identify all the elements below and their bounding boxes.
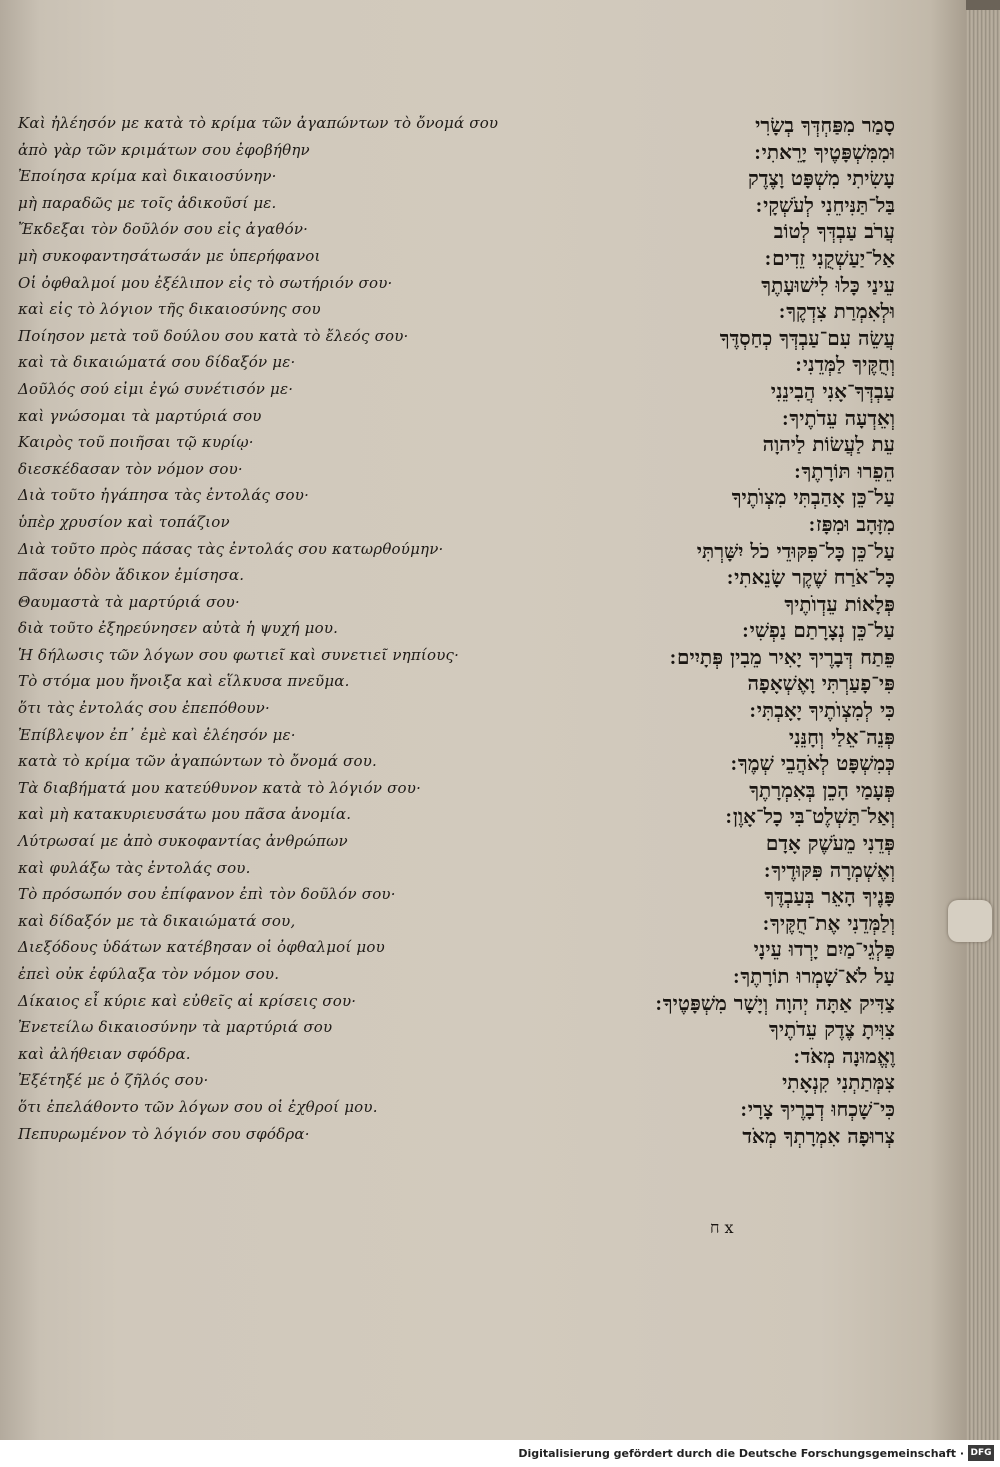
greek-text-line: Ποίησον μετὰ τοῦ δούλου σου κατὰ τὸ ἔλεός σου·: [18, 326, 409, 345]
hebrew-text-line: כְּמִשְׁפָּט לְאֹהֲבֵי שְׁמֶךָ ׃: [730, 751, 895, 776]
dfg-logo-icon: DFG: [968, 1445, 994, 1461]
greek-text-line: καὶ φυλάξω τὰς ἐντολάς σου.: [18, 858, 251, 877]
greek-text-line: Θαυμαστὰ τὰ μαρτύριά σου·: [18, 592, 240, 611]
hebrew-text-line: צְרוּפָה אִמְרָתְךָ מְאֹד: [742, 1123, 895, 1148]
hebrew-text-line: מִזָּהָב וּמִפָּז ׃: [809, 511, 895, 536]
greek-text-line: Τὸ πρόσωπόν σου ἐπίφανον ἐπὶ τὸν δοῦλόν σου·: [18, 885, 396, 904]
hebrew-text-line: וּמִמִּשְׁפָּטֶיךָ יָרֵאתִי ׃: [754, 139, 895, 164]
greek-text-line: ὑπὲρ χρυσίον καὶ τοπάζιον: [18, 512, 230, 531]
greek-text-line: Τὰ διαβήματά μου κατεύθυνον κατὰ τὸ λόγιόν σου·: [18, 778, 422, 797]
hebrew-text-line: עַבְדְּךָ־אָנִי הֲבִינֵנִי: [770, 378, 895, 403]
greek-text-line: Ἐνετείλω δικαιοσύνην τὰ μαρτύριά σου: [18, 1018, 333, 1037]
greek-text-line: Διεξόδους ὑδάτων κατέβησαν οἱ ὀφθαλμοί μου: [18, 938, 385, 957]
funding-credit: Digitalisierung gefördert durch die Deutsche Forschungsgemeinschaft ·: [518, 1447, 964, 1460]
hebrew-text-line: עַל־כֵּן נְצָרָתַם נַפְשִׁי ׃: [742, 618, 895, 643]
greek-text-line: Ἡ δήλωσις τῶν λόγων σου φωτιεῖ καὶ συνετιεῖ νηπίους·: [18, 645, 460, 664]
hebrew-text-line: וְאֵדְעָה עֵדֹתֶיךָ ׃: [782, 405, 895, 430]
greek-text-line: καὶ ἀλήθειαν σφόδρα.: [18, 1044, 191, 1063]
greek-text-line: κατὰ τὸ κρίμα τῶν ἀγαπώντων τὸ ὄνομά σου.: [18, 752, 377, 771]
footer-bar: [0, 1440, 1000, 1467]
hebrew-text-line: פֵּתַח דְּבָרֶיךָ יָאִיר מֵבִין פְּתָיִים ׃: [670, 644, 895, 669]
hebrew-text-column: [535, 112, 895, 1149]
greek-text-line: διὰ τοῦτο ἐξηρεύνησεν αὐτὰ ἡ ψυχή μου.: [18, 619, 339, 638]
hebrew-text-line: צִמְּתַתְנִי קִנְאָתִי: [782, 1070, 895, 1095]
greek-text-line: καὶ δίδαξόν με τὰ δικαιώματά σου,: [18, 911, 296, 930]
greek-text-line: καὶ μὴ κατακυριευσάτω μου πᾶσα ἀνομία.: [18, 805, 352, 824]
greek-text-line: καὶ τὰ δικαιώματά σου δίδαξόν με·: [18, 353, 296, 372]
hebrew-text-line: פְּלָאוֹת עֵדְוֺתֶיךָ: [784, 591, 895, 616]
hebrew-text-line: וְחֻקֶּיךָ לַמְּדֵנִי ׃: [795, 352, 895, 377]
greek-text-line: Ἐποίησα κρίμα καὶ δικαιοσύνην·: [18, 167, 277, 186]
greek-text-column: [18, 110, 499, 1147]
hebrew-text-line: כִּי־שָׁכְחוּ דְבָרֶיךָ צָרָי ׃: [740, 1096, 895, 1121]
hebrew-text-line: פְּעָמַי הָכֵן בְּאִמְרָתֶךָ: [749, 777, 895, 802]
greek-text-line: ἐπεὶ οὐκ ἐφύλαξα τὸν νόμον σου.: [18, 965, 280, 983]
hebrew-text-line: סָמַר מִפַּחְדְּךָ בְשָׂרִי: [755, 113, 895, 137]
hebrew-text-line: עָשִׂיתִי מִשְׁפָּט וָצֶדֶק: [748, 166, 895, 191]
greek-text-line: καὶ γνώσομαι τὰ μαρτύριά σου: [18, 406, 262, 425]
hebrew-text-line: וְלַמְּדֵנִי אֶת־חֻקֶּיךָ ׃: [763, 910, 895, 935]
greek-text-line: Πεπυρωμένον τὸ λόγιόν σου σφόδρα·: [18, 1124, 310, 1143]
page-edges: [966, 10, 1000, 1440]
greek-text-line: πᾶσαν ὁδὸν ἄδικον ἐμίσησα.: [18, 566, 245, 585]
greek-text-line: Ἐξέτηξέ με ὁ ζῆλός σου·: [18, 1071, 209, 1090]
hebrew-text-line: עֵת לַעֲשׂוֹת לַיהוָה: [762, 432, 895, 457]
hebrew-text-line: פְּדֵנִי מֵעֹשֶׁק אָדָם: [765, 831, 895, 856]
hebrew-text-line: צִוִּיתָ צֶדֶק עֵדֹתֶיךָ: [769, 1017, 895, 1042]
greek-text-line: ὅτι ἐπελάθοντο τῶν λόγων σου οἱ ἐχθροί μου.: [18, 1097, 378, 1116]
hebrew-text-line: וְאֶשְׁמְרָה פִּקּוּדֶיךָ ׃: [764, 857, 895, 882]
hebrew-text-line: פִּי־פָעַרְתִּי וָאֶשְׁאָפָה: [747, 671, 895, 696]
hebrew-text-line: אַל־יַעַשְׁקֻנִי זֵדִים ׃: [765, 245, 895, 270]
greek-text-line: Ἐπίβλεψον ἐπ᾽ ἐμὲ καὶ ἐλέησόν με·: [18, 725, 296, 744]
greek-text-line: Διὰ τοῦτο ἠγάπησα τὰς ἐντολάς σου·: [18, 486, 310, 505]
signature-mark: ח x: [710, 1218, 734, 1237]
hebrew-text-line: כִּי לְמִצְוֺתֶיךָ יָאָבְתִּי ׃: [749, 698, 895, 723]
greek-text-line: διεσκέδασαν τὸν νόμον σου·: [18, 459, 243, 478]
greek-text-line: μὴ παραδῶς με τοῖς ἀδικοῦσί με.: [18, 193, 277, 212]
hebrew-text-line: פְּנֵה־אֵלַי וְחָנֵּנִי: [788, 724, 895, 749]
greek-text-line: Τὸ στόμα μου ἤνοιξα καὶ εἵλκυσα πνεῦμα.: [18, 672, 350, 691]
hebrew-text-line: צַדִּיק אַתָּה יְהוָה וְיָשָׁר מִשְׁפָּטֶיךָ ׃: [655, 990, 895, 1015]
greek-text-line: ἀπὸ γὰρ τῶν κριμάτων σου ἐφοβήθην: [18, 140, 310, 159]
hebrew-text-line: עֲרֹב עַבְדְּךָ לְטוֹב: [773, 219, 895, 244]
hebrew-text-line: כָּל־אֹרַח שֶׁקֶר שָׂנֵאתִי ׃: [727, 565, 895, 590]
greek-text-line: Δίκαιος εἶ κύριε καὶ εὐθεῖς αἱ κρίσεις σου·: [18, 991, 357, 1010]
hebrew-text-line: וֶאֱמוּנָה מְאֹד ׃: [793, 1043, 895, 1068]
hebrew-text-line: פַּלְגֵי־מַיִם יָרְדוּ עֵינָי: [753, 937, 895, 962]
greek-text-line: καὶ εἰς τὸ λόγιον τῆς δικαιοσύνης σου: [18, 300, 321, 319]
hebrew-text-line: עַל־כֵּן אָהַבְתִּי מִצְוֺתֶיךָ: [731, 485, 895, 510]
greek-text-line: Οἱ ὀφθαλμοί μου ἐξέλιπον εἰς τὸ σωτήριόν σου·: [18, 273, 393, 292]
greek-text-line: Καὶ ἠλέησόν με κατὰ τὸ κρίμα τῶν ἀγαπώντων τὸ ὄνομά σου: [18, 114, 499, 132]
greek-text-line: ὅτι τὰς ἐντολάς σου ἐπεπόθουν·: [18, 699, 270, 718]
greek-text-line: μὴ συκοφαντησάτωσάν με ὑπερήφανοι: [18, 246, 321, 265]
hebrew-text-line: וּלְאִמְרַת צִדְקֶךָ ׃: [779, 299, 895, 324]
hebrew-text-line: הֵפֵרוּ תּוֹרָתֶךָ ׃: [794, 458, 895, 483]
hebrew-text-line: בַּל־תַּנִּיחֵנִי לְעֹשְׁקָי ׃: [756, 192, 895, 217]
hebrew-text-line: עֲשֵׂה עִם־עַבְדְּךָ כְחַסְדֶּךָ: [719, 325, 895, 350]
page-tab-marker: [948, 900, 992, 942]
greek-text-line: Καιρὸς τοῦ ποιῆσαι τῷ κυρίῳ·: [18, 433, 254, 452]
greek-text-line: Δοῦλός σού εἰμι ἐγώ συνέτισόν με·: [18, 379, 294, 398]
hebrew-text-line: עַל לֹא־שָׁמְרוּ תוֹרָתֶךָ ׃: [733, 964, 895, 988]
greek-text-line: Διὰ τοῦτο πρὸς πάσας τὰς ἐντολάς σου κατωρθούμην·: [18, 539, 444, 558]
hebrew-text-line: עַל־כֵּן כָּל־פִּקּוּדֵי כֹל יִשָּׁרְתִּי: [696, 538, 895, 563]
greek-text-line: Λύτρωσαί με ἀπὸ συκοφαντίας ἀνθρώπων: [18, 832, 348, 851]
hebrew-text-line: עֵינַי כָּלוּ לִישׁוּעָתֶךָ: [761, 272, 895, 297]
greek-text-line: Ἔκδεξαι τὸν δοῦλόν σου εἰς ἀγαθόν·: [18, 220, 309, 239]
hebrew-text-line: וְאַל־תַּשְׁלֶט־בִּי כָל־אָוֶן ׃: [725, 804, 895, 829]
hebrew-text-line: פָּנֶיךָ הָאֵר בְּעַבְדֶּךָ: [764, 884, 895, 909]
